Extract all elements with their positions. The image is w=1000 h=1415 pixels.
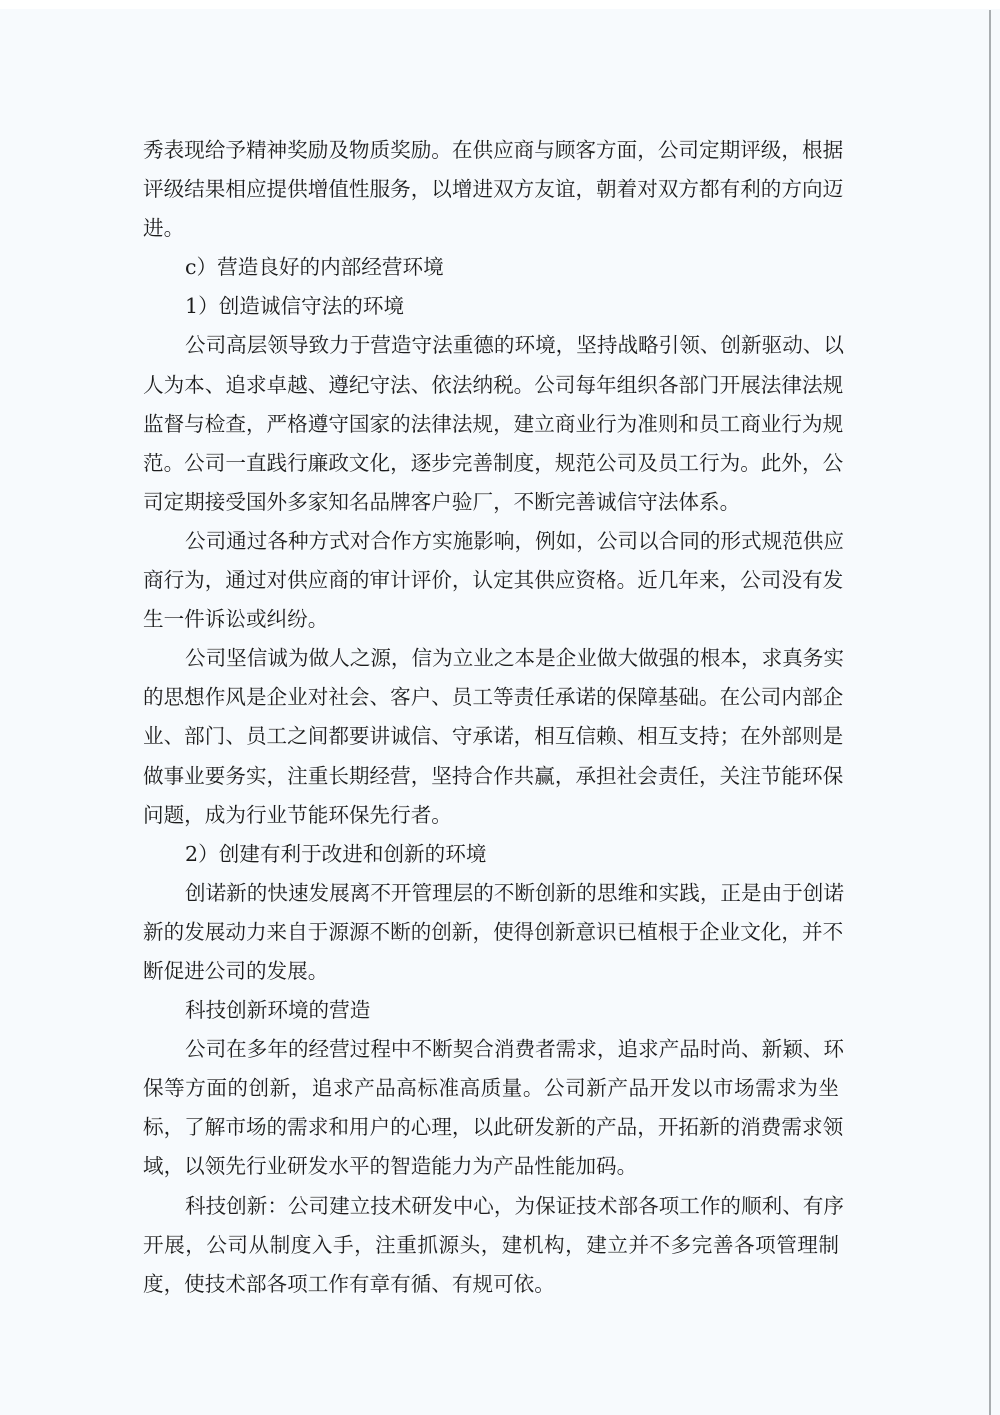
text-line: 科技创新：公司建立技术研发中心，为保证技术部各项工作的顺利、有序	[185, 1193, 844, 1218]
text-line: 标，了解市场的需求和用户的心理，以此研发新的产品，开拓新的消费需求领	[143, 1115, 844, 1140]
text-line: 生一件诉讼或纠纷。	[143, 607, 329, 632]
text-line: 公司坚信诚为做人之源，信为立业之本是企业做大做强的根本，求真务实	[185, 646, 844, 671]
text-line: 度，使技术部各项工作有章有循、有规可依。	[143, 1271, 555, 1296]
subsection-heading-1: 1）创造诚信守法的环境	[185, 294, 405, 319]
text-line: 做事业要务实，注重长期经营，坚持合作共赢，承担社会责任，关注节能环保	[143, 763, 844, 788]
text-line: 保等方面的创新，追求产品高标准高质量。公司新产品开发以市场需求为坐	[143, 1076, 839, 1101]
scan-edge-line	[989, 10, 991, 1415]
text-line: 商行为，通过对供应商的审计评价，认定其供应资格。近几年来，公司没有发	[143, 568, 844, 593]
text-line: 断促进公司的发展。	[143, 958, 329, 983]
subsection-heading-2: 2）创建有利于改进和创新的环境	[185, 841, 487, 866]
text-line: 公司高层领导致力于营造守法重德的环境，坚持战略引领、创新驱动、以	[185, 333, 844, 358]
text-line: 秀表现给予精神奖励及物质奖励。在供应商与顾客方面，公司定期评级，根据	[143, 138, 844, 162]
section-heading-c: c）营造良好的内部经营环境	[185, 255, 444, 280]
document-page	[143, 131, 844, 1304]
paragraph-continuation	[143, 131, 844, 248]
text-line: 新的发展动力来自于源源不断的创新，使得创新意识已植根于企业文化，并不	[143, 919, 844, 944]
text-line: 范。公司一直践行廉政文化，逐步完善制度，规范公司及员工行为。此外，公	[143, 450, 844, 475]
text-line: 评级结果相应提供增值性服务，以增进双方友谊，朝着对双方都有利的方向迈	[143, 177, 844, 202]
paragraph	[143, 522, 844, 639]
text-line: 公司通过各种方式对合作方实施影响，例如，公司以合同的形式规范供应	[185, 528, 844, 553]
text-line: 监督与检查，严格遵守国家的法律法规，建立商业行为准则和员工商业行为规	[143, 411, 844, 436]
text-line: 司定期接受国外多家知名品牌客户验厂，不断完善诚信守法体系。	[143, 489, 741, 514]
paragraph	[143, 874, 844, 991]
text-line: 问题，成为行业节能环保先行者。	[143, 802, 452, 827]
text-line: 人为本、追求卓越、遵纪守法、依法纳税。公司每年组织各部门开展法律法规	[143, 372, 844, 397]
text-line: 的思想作风是企业对社会、客户、员工等责任承诺的保障基础。在公司内部企	[143, 685, 844, 710]
paragraph	[143, 1030, 844, 1186]
text-line: 域，以领先行业研发水平的智造能力为产品性能加码。	[143, 1154, 638, 1179]
paragraph	[143, 1187, 844, 1304]
paragraph	[143, 639, 844, 834]
text-line: 开展，公司从制度入手，注重抓源头，建机构，建立并不多完善各项管理制	[143, 1232, 839, 1257]
text-line: 创诺新的快速发展离不开管理层的不断创新的思维和实践，正是由于创诺	[185, 880, 844, 905]
text-line: 业、部门、员工之间都要讲诚信、守承诺，相互信赖、相互支持；在外部则是	[143, 724, 844, 749]
text-line: 公司在多年的经营过程中不断契合消费者需求，追求产品时尚、新颖、环	[185, 1037, 844, 1062]
paragraph	[143, 326, 844, 521]
text-line: 进。	[143, 216, 185, 241]
topic-heading: 科技创新环境的营造	[185, 998, 371, 1023]
